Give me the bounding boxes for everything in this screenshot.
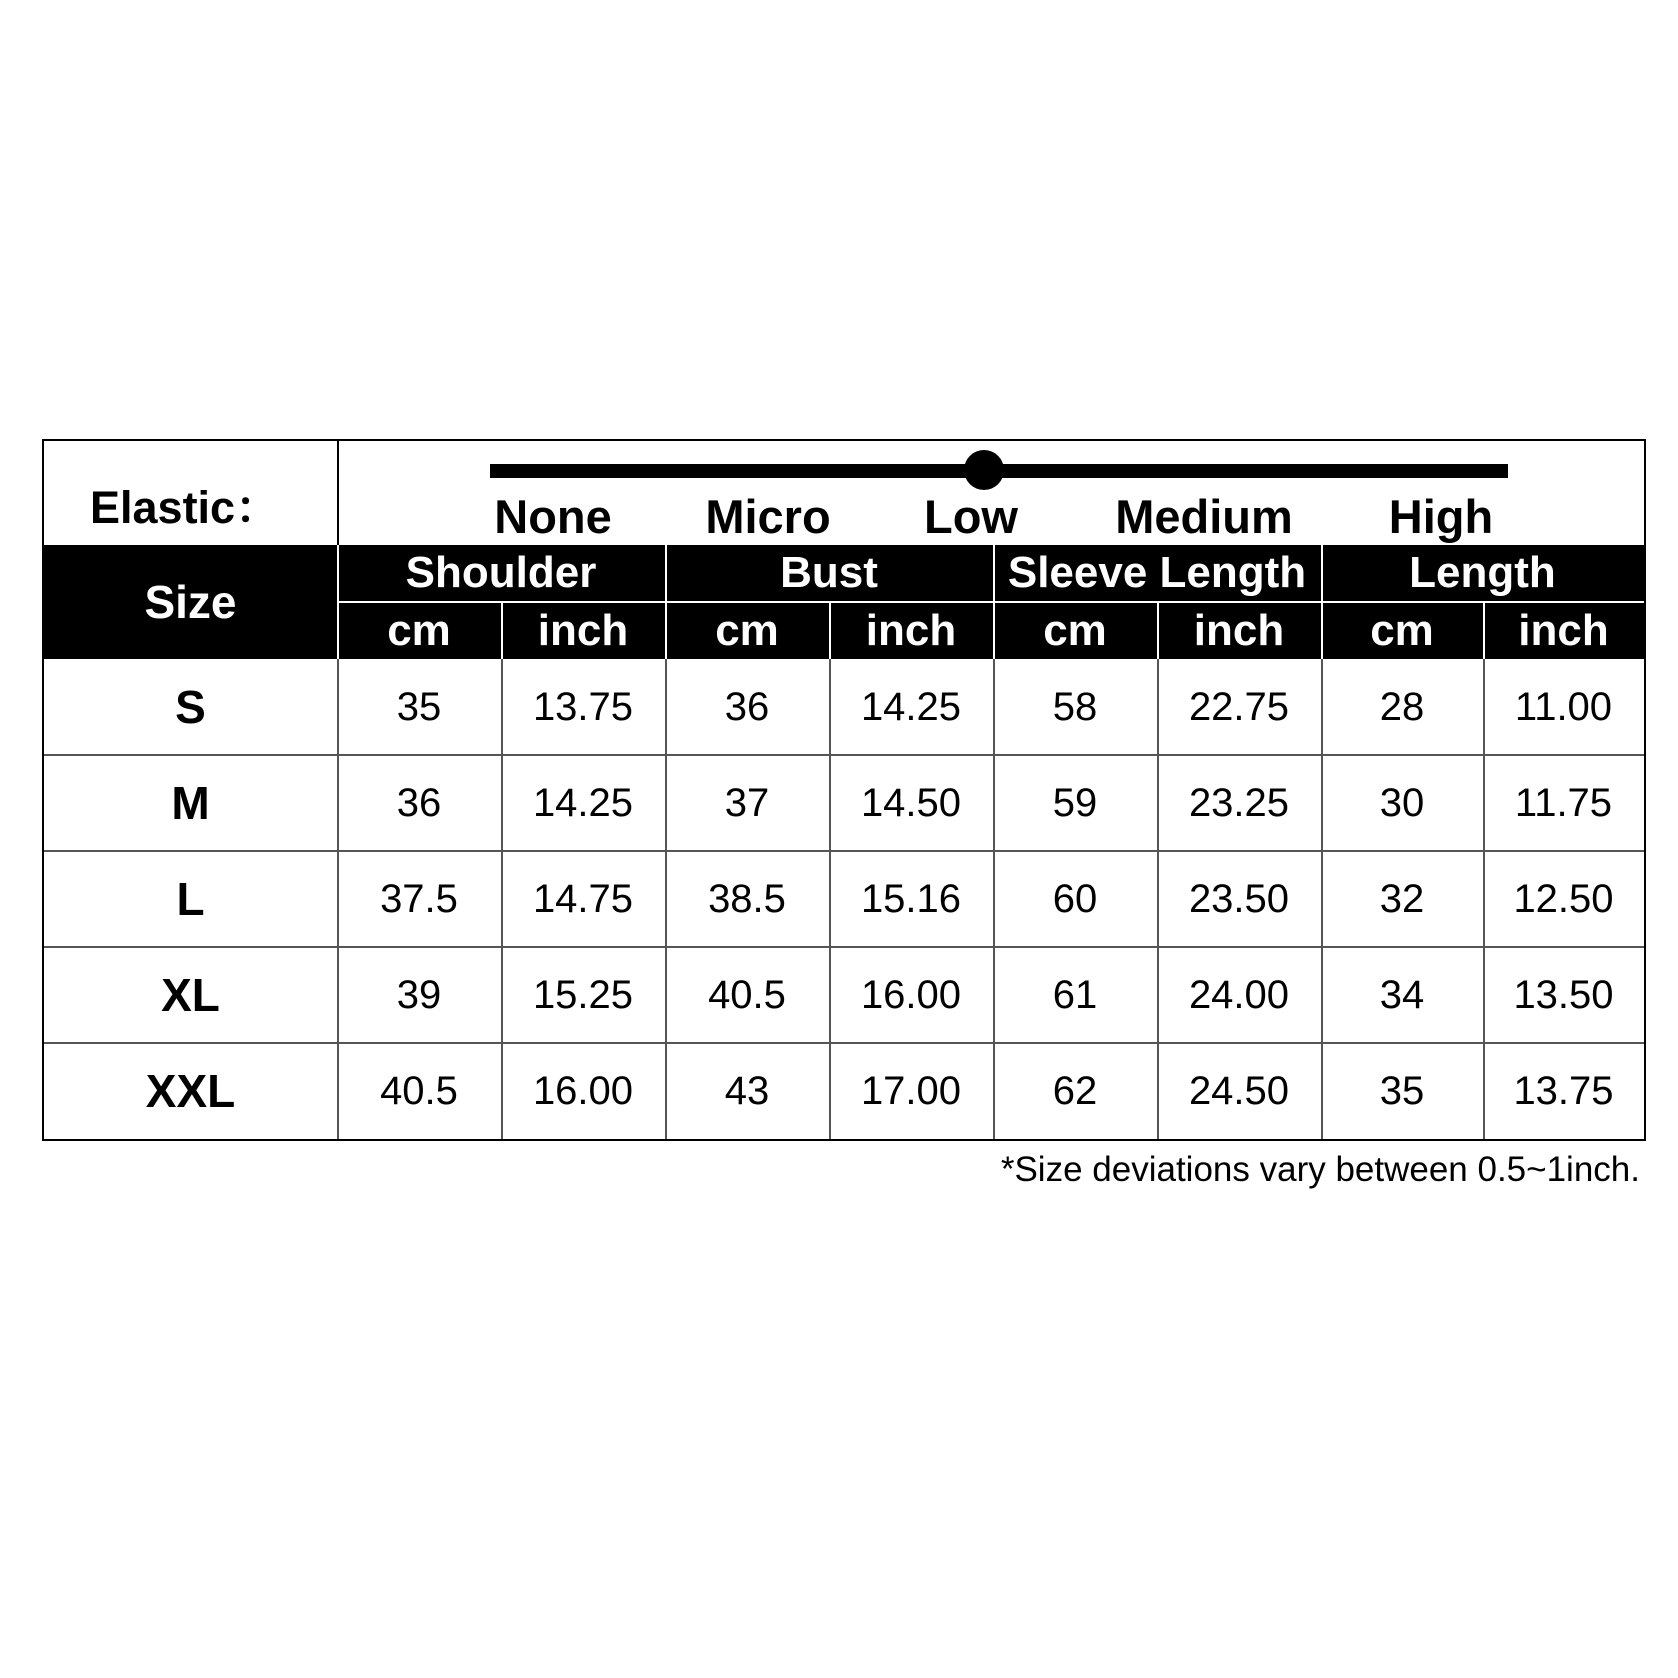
table-cell: 14.75: [532, 876, 634, 921]
elasticity-level-marker: [964, 450, 1004, 490]
table-cell: 16.00: [532, 1068, 634, 1113]
row-divider: [44, 850, 1644, 852]
table-cell: 36: [724, 684, 770, 729]
unit-header: inch: [537, 606, 629, 655]
table-cell: 24.00: [1188, 972, 1290, 1017]
unit-header: cm: [1370, 606, 1434, 655]
table-cell: 11.00: [1514, 684, 1613, 729]
table-cell: 13.50: [1513, 972, 1614, 1017]
table-cell: 17.00: [860, 1068, 962, 1113]
elastic-level-low: Low: [924, 490, 1018, 543]
table-cell: 62: [1052, 1068, 1098, 1113]
table-cell: 13.75: [1513, 1068, 1614, 1113]
table-cell: 43: [724, 1068, 770, 1113]
elastic-divider: [337, 441, 339, 545]
table-cell: 15.16: [860, 876, 962, 921]
size-label: XXL: [145, 1065, 236, 1117]
table-cell: 11.75: [1514, 780, 1613, 825]
column-divider: [1157, 659, 1159, 1139]
table-cell: 37.5: [380, 876, 458, 921]
size-label: L: [176, 873, 205, 925]
row-divider: [44, 946, 1644, 948]
column-divider: [829, 659, 831, 1139]
table-cell: 61: [1052, 972, 1098, 1017]
table-cell: 32: [1379, 876, 1425, 921]
table-cell: 14.50: [860, 780, 962, 825]
header-divider: [829, 601, 831, 659]
table-cell: 34: [1379, 972, 1425, 1017]
table-cell: 40.5: [708, 972, 786, 1017]
column-divider: [1483, 659, 1485, 1139]
size-label: XL: [161, 969, 220, 1021]
table-cell: 15.25: [532, 972, 634, 1017]
unit-header: inch: [1193, 606, 1285, 655]
column-divider: [337, 659, 339, 1139]
table-cell: 14.25: [532, 780, 634, 825]
table-cell: 23.50: [1188, 876, 1290, 921]
table-cell: 60: [1052, 876, 1098, 921]
group-header-bust: Bust: [780, 548, 878, 597]
row-divider: [44, 754, 1644, 756]
table-cell: 58: [1052, 684, 1098, 729]
table-cell: 14.25: [860, 684, 962, 729]
size-label: S: [175, 681, 206, 733]
elastic-level-medium: Medium: [1115, 490, 1293, 543]
table-cell: 23.25: [1188, 780, 1290, 825]
table-cell: 12.50: [1513, 876, 1614, 921]
group-header-sleeve-length: Sleeve Length: [1007, 548, 1307, 597]
unit-header: cm: [1043, 606, 1107, 655]
table-cell: 24.50: [1188, 1068, 1290, 1113]
table-cell: 39: [396, 972, 442, 1017]
table-cell: 40.5: [380, 1068, 458, 1113]
header-divider: [501, 601, 503, 659]
table-cell: 35: [1379, 1068, 1425, 1113]
unit-header: cm: [715, 606, 779, 655]
elastic-level-high: High: [1388, 490, 1494, 543]
unit-header: inch: [1518, 606, 1609, 655]
size-label: M: [171, 777, 210, 829]
header-divider: [337, 601, 1644, 603]
elastic-level-micro: Micro: [705, 490, 831, 543]
group-header-length: Length: [1409, 548, 1556, 597]
table-header: [44, 545, 1644, 659]
table-cell: 28: [1379, 684, 1425, 729]
unit-header: inch: [865, 606, 957, 655]
row-divider: [44, 1042, 1644, 1044]
size-chart: [42, 439, 1646, 1141]
table-cell: 36: [396, 780, 442, 825]
unit-header: cm: [387, 606, 451, 655]
size-column-header: Size: [144, 576, 237, 628]
table-cell: 22.75: [1188, 684, 1290, 729]
column-divider: [1321, 659, 1323, 1139]
column-divider: [993, 659, 995, 1139]
table-cell: 37: [724, 780, 770, 825]
table-cell: 35: [396, 684, 442, 729]
header-divider: [1483, 601, 1485, 659]
elastic-level-none: None: [494, 490, 612, 543]
column-divider: [501, 659, 503, 1139]
table-cell: 30: [1379, 780, 1425, 825]
table-cell: 59: [1052, 780, 1098, 825]
table-cell: 13.75: [532, 684, 634, 729]
table-cell: 16.00: [860, 972, 962, 1017]
group-header-shoulder: Shoulder: [405, 548, 597, 597]
header-divider: [1157, 601, 1159, 659]
size-deviation-note: *Size deviations vary between 0.5~1inch.: [1000, 1150, 1640, 1189]
column-divider: [665, 659, 667, 1139]
table-cell: 38.5: [708, 876, 786, 921]
elastic-label: Elastic：: [90, 482, 281, 533]
